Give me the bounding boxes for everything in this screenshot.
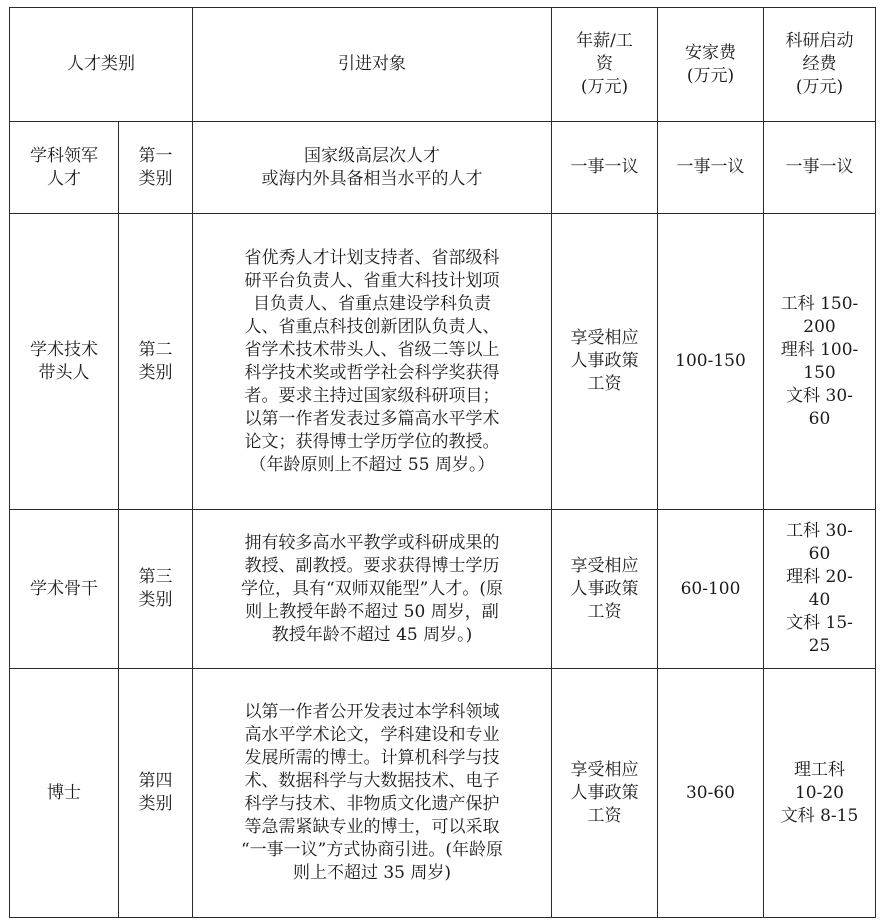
- salary-cell-line: 享受相应: [570, 555, 639, 576]
- header-salary: [552, 8, 658, 122]
- target-description-cell-line: 拥有较多高水平教学或科研成果的: [244, 532, 500, 553]
- salary-cell: [552, 669, 658, 918]
- salary-cell: [552, 510, 658, 669]
- research-funding-cell-line: 60: [808, 544, 831, 564]
- target-description-cell-line: 则上不超过 35 周岁): [292, 863, 452, 883]
- housing-allowance-cell: [658, 122, 764, 214]
- class-cell-line: 第四: [138, 771, 173, 791]
- salary-cell-line: 工资: [587, 805, 622, 826]
- class-cell-line: 第一: [138, 145, 173, 166]
- salary-cell-line: 工资: [587, 601, 622, 622]
- talent-category-cell: [10, 214, 119, 510]
- class-cell: [119, 510, 193, 669]
- salary-cell-line: 人事政策: [570, 351, 639, 371]
- target-description-cell-line: 发展所需的博士。计算机科学与技: [244, 748, 500, 768]
- talent-category-cell-line: 学术骨干: [30, 578, 98, 599]
- research-funding-cell-line: 理科 20-: [786, 567, 853, 587]
- housing-allowance-cell-line: 30-60: [685, 782, 735, 803]
- target-description-cell-line: 则上教授年龄不超过 50 周岁，副: [245, 601, 499, 622]
- research-funding-cell-line: 文科 30-: [786, 385, 853, 406]
- talent-category-cell-line: 学科领军: [30, 145, 98, 166]
- research-funding-cell-line: 一事一议: [785, 157, 854, 177]
- class-cell-line: 类别: [138, 794, 173, 814]
- talent-category-cell-line: 学术技术: [30, 339, 98, 360]
- research-funding-cell-line: 60: [808, 408, 831, 429]
- housing-allowance-cell-line: 100-150: [675, 351, 746, 371]
- talent-category-cell: [10, 669, 119, 918]
- research-funding-cell-line: 理科 100-: [780, 339, 859, 360]
- table-row: [10, 122, 876, 214]
- header-salary-line: (万元): [580, 77, 629, 97]
- target-description-cell-line: 者。要求主持过国家级科研项目；: [244, 385, 500, 406]
- header-research-line: (万元): [795, 77, 844, 97]
- target-description-cell-line: 术、数据科学与大数据技术、电子: [244, 771, 500, 791]
- target-description-cell-line: 目负责人、省重点建设学科负责: [253, 293, 491, 314]
- header-talent-category: [10, 8, 193, 122]
- research-funding-cell: [764, 510, 876, 669]
- class-cell-line: 第三: [138, 567, 173, 587]
- talent-category-cell-line: 博士: [47, 782, 81, 803]
- target-description-cell-line: 高水平学术论文，学科建设和专业: [244, 725, 500, 745]
- header-housing-line: (万元): [686, 65, 735, 86]
- research-funding-cell-line: 理工科: [794, 759, 845, 780]
- table-header-row: [10, 8, 876, 122]
- target-description-cell-line: 教授年龄不超过 45 周岁。): [271, 624, 473, 645]
- salary-cell-line: 享受相应: [570, 759, 639, 780]
- header-talent-category-text: 人才类别: [67, 54, 135, 74]
- research-funding-cell-line: 文科 8-15: [780, 805, 859, 826]
- target-description-cell: [193, 122, 552, 214]
- target-description-cell-line: 人、省重点科技创新团队负责人、: [244, 316, 500, 337]
- header-housing: [658, 8, 764, 122]
- table-row: [10, 669, 876, 918]
- header-research-funding: [764, 8, 876, 122]
- table-row: [10, 214, 876, 510]
- talent-category-cell-line: 带头人: [38, 362, 90, 383]
- salary-cell: [552, 214, 658, 510]
- class-cell-line: 第二: [138, 339, 173, 360]
- housing-allowance-cell-line: 60-100: [680, 578, 741, 599]
- target-description-cell-line: 研平台负责人、省重大科技计划项: [244, 270, 500, 291]
- header-housing-line: 安家费: [685, 42, 736, 63]
- housing-allowance-cell: [658, 510, 764, 669]
- class-cell-line: 类别: [138, 362, 173, 383]
- research-funding-cell-line: 工科 30-: [786, 521, 853, 541]
- header-target: [193, 8, 552, 122]
- target-description-cell-line: 论文；获得博士学历学位的教授。: [244, 431, 500, 452]
- research-funding-cell: [764, 669, 876, 918]
- salary-cell-line: 人事政策: [570, 578, 639, 599]
- salary-cell-line: 享受相应: [570, 328, 639, 348]
- class-cell-line: 类别: [138, 590, 173, 610]
- housing-allowance-cell: [658, 214, 764, 510]
- salary-cell: [552, 122, 658, 214]
- header-research-line: 经费: [802, 54, 837, 74]
- target-description-cell-line: 科学与技术、非物质文化遗产保护: [244, 794, 500, 814]
- target-description-cell-line: 教授、副教授。要求获得博士学历: [244, 555, 500, 576]
- salary-cell-line: 一事一议: [570, 157, 639, 177]
- research-funding-cell-line: 10-20: [794, 782, 844, 803]
- class-cell: [119, 669, 193, 918]
- target-description-cell-line: 学位，具有“双师双能型”人才。(原: [240, 578, 503, 599]
- research-funding-cell-line: 工科 150-: [780, 293, 859, 314]
- research-funding-cell-line: 200: [803, 316, 836, 337]
- target-description-cell-line: 等急需紧缺专业的博士，可以采取: [244, 817, 500, 837]
- header-salary-line: 年薪/工: [576, 31, 633, 51]
- housing-allowance-cell-line: 一事一议: [676, 157, 745, 177]
- target-description-cell-line: 或海内外具备相当水平的人才: [261, 168, 483, 189]
- talent-category-cell: [10, 122, 119, 214]
- research-funding-cell-line: 25: [808, 636, 831, 656]
- target-description-cell-line: 以第一作者公开发表过本学科领域: [244, 702, 500, 722]
- header-target-text: 引进对象: [338, 54, 406, 74]
- research-funding-cell-line: 40: [808, 590, 831, 610]
- target-description-cell-line: “一事一议”方式协商引进。(年龄原: [240, 840, 503, 860]
- target-description-cell-line: 国家级高层次人才: [304, 145, 440, 166]
- talent-category-cell-line: 人才: [47, 168, 81, 189]
- target-description-cell: [193, 214, 552, 510]
- research-funding-cell-line: 文科 15-: [786, 613, 853, 633]
- salary-cell-line: 工资: [587, 374, 622, 394]
- research-funding-cell-line: 150: [803, 362, 836, 383]
- research-funding-cell: [764, 122, 876, 214]
- table-row: [10, 510, 876, 669]
- target-description-cell-line: 以第一作者发表过多篇高水平学术: [244, 408, 500, 429]
- talent-recruitment-table: [9, 7, 876, 918]
- target-description-cell-line: 省优秀人才计划支持者、省部级科: [244, 247, 500, 268]
- target-description-cell-line: 科学技术奖或哲学社会科学奖获得: [244, 362, 500, 383]
- class-cell: [119, 214, 193, 510]
- target-description-cell: [193, 510, 552, 669]
- header-salary-line: 资: [596, 54, 613, 74]
- target-description-cell-line: 省学术技术带头人、省级二等以上: [244, 339, 500, 360]
- class-cell-line: 类别: [138, 168, 173, 189]
- header-research-line: 科研启动: [785, 31, 854, 51]
- class-cell: [119, 122, 193, 214]
- housing-allowance-cell: [658, 669, 764, 918]
- research-funding-cell: [764, 214, 876, 510]
- salary-cell-line: 人事政策: [570, 782, 639, 803]
- target-description-cell-line: （年龄原则上不超过 55 周岁。）: [249, 454, 495, 475]
- talent-category-cell: [10, 510, 119, 669]
- target-description-cell: [193, 669, 552, 918]
